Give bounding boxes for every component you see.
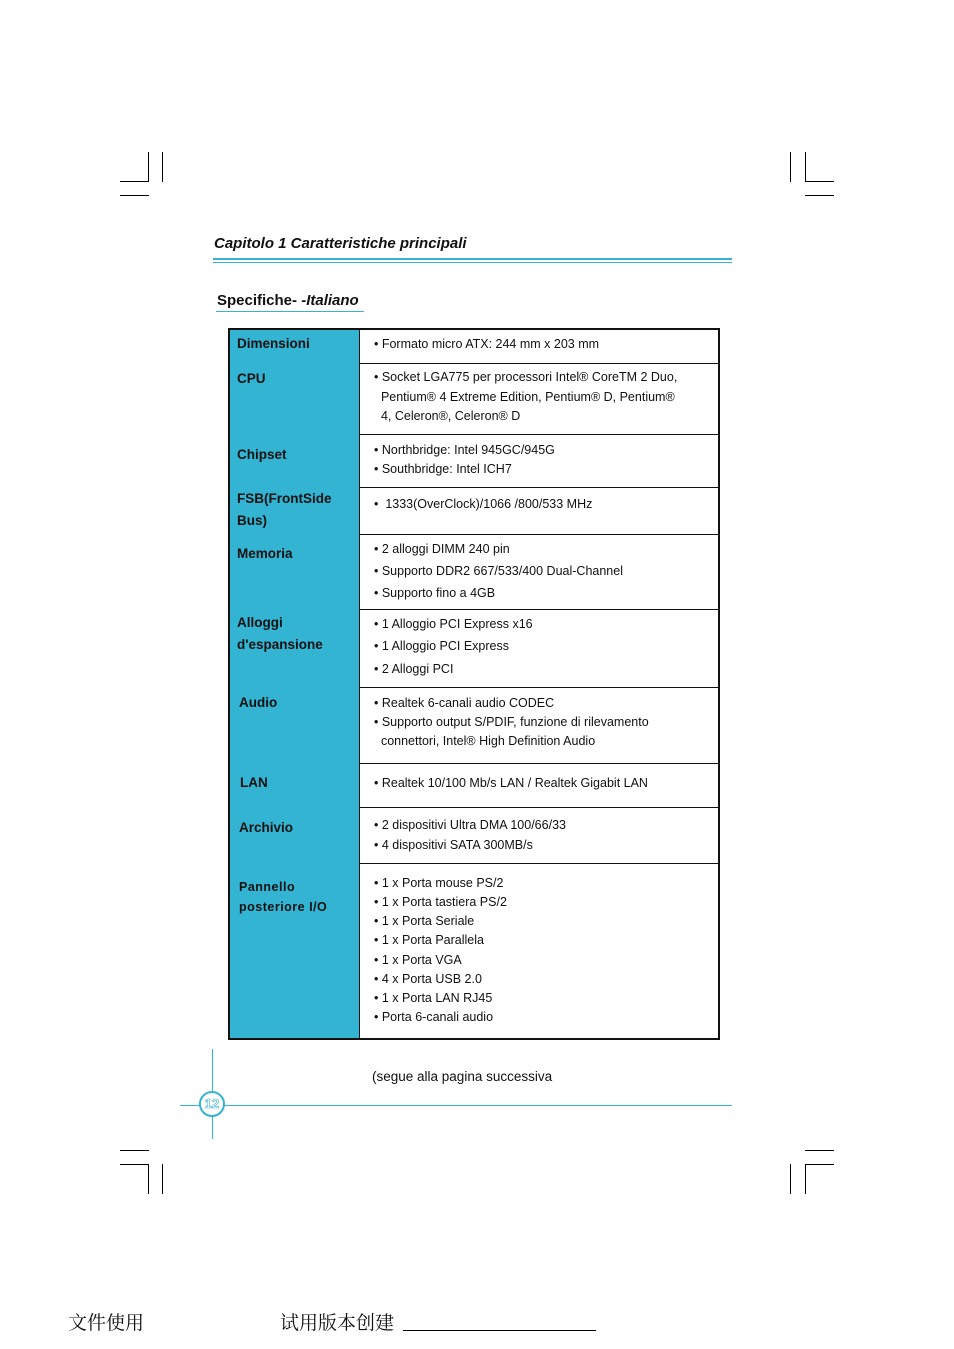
spec-value-cell xyxy=(360,434,718,487)
crop-mark xyxy=(805,181,834,182)
spec-value-line: • Supporto output S/PDIF, funzione di rilevamento xyxy=(374,715,649,729)
spec-value-line: Pentium® 4 Extreme Edition, Pentium® D, Pentium® xyxy=(374,390,675,404)
spec-value-line: • Supporto DDR2 667/533/400 Dual-Channel xyxy=(374,564,623,578)
spec-table xyxy=(228,328,720,1040)
spec-row-alloggi xyxy=(230,609,718,688)
spec-value-line: • 1 x Porta mouse PS/2 xyxy=(374,876,504,890)
spec-label: Chipset xyxy=(237,447,287,462)
crop-mark xyxy=(805,152,806,182)
spec-value-line: • 1 x Porta VGA xyxy=(374,953,462,967)
spec-value-cell xyxy=(360,534,718,609)
section-title-main: Specifiche- xyxy=(217,292,298,309)
spec-value-cell xyxy=(360,807,718,863)
chapter-rule xyxy=(213,262,732,263)
spec-label: Dimensioni xyxy=(237,336,310,351)
spec-label-cell xyxy=(230,687,360,763)
crop-mark xyxy=(805,1164,806,1194)
spec-value-line: • Realtek 10/100 Mb/s LAN / Realtek Gigabit LAN xyxy=(374,776,648,790)
section-title-language: -Italiano xyxy=(297,292,359,309)
watermark-left: 文件使用 xyxy=(68,1312,145,1334)
spec-value-line: • 1 Alloggio PCI Express xyxy=(374,639,509,653)
section-title xyxy=(217,292,359,309)
crop-mark xyxy=(805,1150,834,1151)
spec-value-line: • 1 x Porta Parallela xyxy=(374,933,484,947)
continue-note: (segue alla pagina successiva xyxy=(372,1069,553,1084)
spec-value-line: • 4 x Porta USB 2.0 xyxy=(374,972,482,986)
spec-row-dimensioni xyxy=(230,330,718,364)
spec-value-line: • Supporto fino a 4GB xyxy=(374,586,496,600)
crop-mark xyxy=(805,195,834,196)
chapter-title: Capitolo 1 Caratteristiche principali xyxy=(214,235,467,252)
crop-mark xyxy=(120,181,149,182)
crop-mark xyxy=(790,1164,791,1194)
spec-value-line: • 1 x Porta tastiera PS/2 xyxy=(374,895,507,909)
spec-value-line: • 1333(OverClock)/1066 /800/533 MHz xyxy=(374,497,593,511)
spec-label-cell xyxy=(230,609,360,687)
crop-mark xyxy=(790,152,791,182)
spec-value-line: • Porta 6-canali audio xyxy=(374,1010,494,1024)
spec-value-cell xyxy=(360,609,718,687)
crop-mark xyxy=(162,152,163,182)
spec-label: Memoria xyxy=(237,546,293,561)
page-number-badge xyxy=(199,1091,225,1117)
spec-value-line: • Northbridge: Intel 945GC/945G xyxy=(374,443,555,457)
spec-label-cell xyxy=(230,330,360,363)
spec-label: Archivio xyxy=(239,820,294,835)
spec-value-line: • Southbridge: Intel ICH7 xyxy=(374,462,512,476)
crop-mark xyxy=(148,152,149,182)
spec-value-line: • 2 alloggi DIMM 240 pin xyxy=(374,542,510,556)
section-rule xyxy=(216,311,364,312)
spec-value-cell xyxy=(360,363,718,434)
spec-value-line: • Realtek 6-canali audio CODEC xyxy=(374,696,555,710)
spec-label-cell xyxy=(230,487,360,534)
spec-value-line: connettori, Intel® High Definition Audio xyxy=(374,734,596,748)
page-marker-horizontal-line xyxy=(180,1105,732,1106)
spec-row-lan xyxy=(230,763,718,808)
spec-label-cell xyxy=(230,807,360,863)
spec-row-chipset xyxy=(230,434,718,488)
spec-value-line: • 2 dispositivi Ultra DMA 100/66/33 xyxy=(374,818,566,832)
spec-row-pannello xyxy=(230,863,718,1038)
spec-label-cell xyxy=(230,763,360,807)
crop-mark xyxy=(148,1164,149,1194)
spec-label: CPU xyxy=(237,371,266,386)
crop-mark xyxy=(120,1150,149,1151)
spec-value-cell xyxy=(360,487,718,534)
spec-value-line: • 1 Alloggio PCI Express x16 xyxy=(374,617,533,631)
spec-value-cell xyxy=(360,687,718,763)
spec-value-line: • Formato micro ATX: 244 mm x 203 mm xyxy=(374,337,600,351)
crop-mark xyxy=(120,195,149,196)
spec-value-line: • 1 x Porta Seriale xyxy=(374,914,475,928)
chapter-rule xyxy=(213,258,732,260)
spec-row-audio xyxy=(230,687,718,764)
spec-value-line: 4, Celeron®, Celeron® D xyxy=(374,409,521,423)
spec-row-memoria xyxy=(230,534,718,610)
page-number: 12 xyxy=(204,1096,220,1111)
spec-value-cell xyxy=(360,763,718,807)
spec-label-cell xyxy=(230,534,360,609)
spec-label-cell xyxy=(230,363,360,434)
spec-value-cell xyxy=(360,863,718,1038)
crop-mark xyxy=(805,1164,834,1165)
spec-row-fsb xyxy=(230,487,718,535)
spec-label: Audio xyxy=(239,695,278,710)
spec-row-cpu xyxy=(230,363,718,435)
crop-mark xyxy=(162,1164,163,1194)
spec-row-archivio xyxy=(230,807,718,864)
spec-label: FSB(FrontSide Bus) xyxy=(237,491,332,528)
spec-value-cell xyxy=(360,330,718,363)
watermark-underline xyxy=(403,1330,596,1331)
spec-value-line: • 1 x Porta LAN RJ45 xyxy=(374,991,493,1005)
spec-label: Pannello posteriore I/O xyxy=(239,880,328,914)
spec-value-line: • Socket LGA775 per processori Intel® CoreTM 2 Duo, xyxy=(374,370,678,384)
spec-value-line: • 4 dispositivi SATA 300MB/s xyxy=(374,838,533,852)
spec-value-line: • 2 Alloggi PCI xyxy=(374,662,454,676)
spec-label: LAN xyxy=(240,775,268,790)
spec-label-cell xyxy=(230,863,360,1038)
crop-mark xyxy=(120,1164,149,1165)
watermark-right: 试用版本创建 xyxy=(280,1312,395,1334)
spec-label: Alloggi d'espansione xyxy=(237,615,323,652)
spec-label-cell xyxy=(230,434,360,487)
